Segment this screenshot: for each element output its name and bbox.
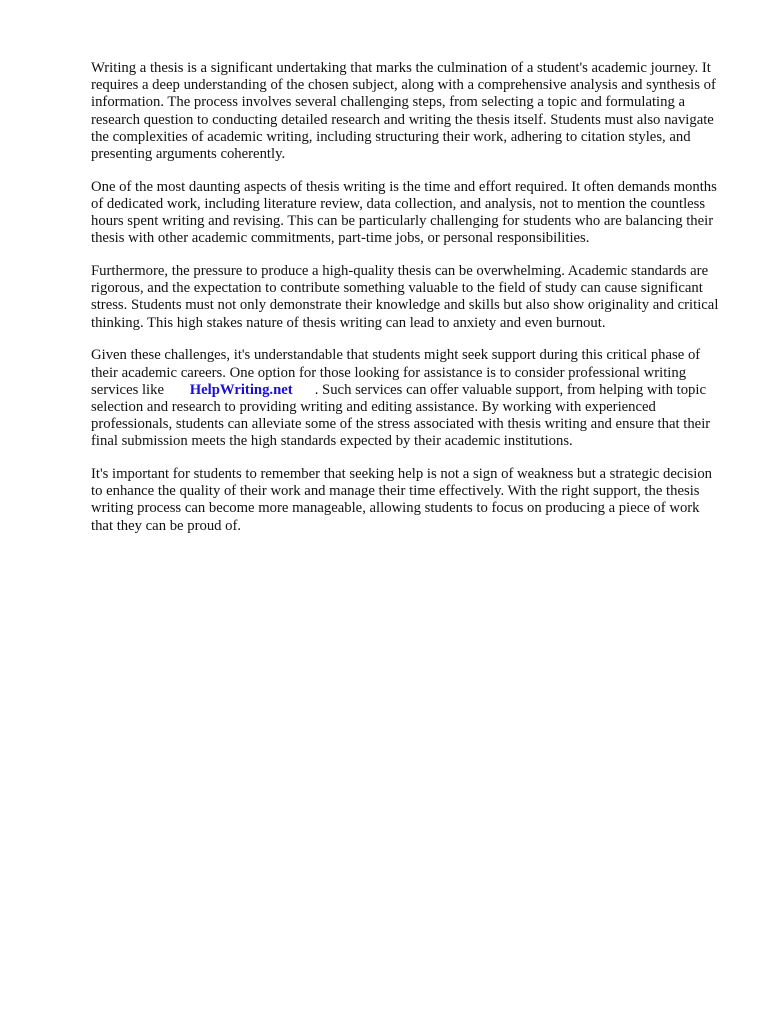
paragraph-4-text-after-link: . Such services can offer valuable support, from helping with topic selection and research to providing writing and editing assistance. By working with experienced professionals, students can alleviate some of the stress associated with thesis writing and ensure that their final submission meets the high standards expected by their academic institutions. [91, 381, 711, 450]
paragraph-1: Writing a thesis is a significant undertaking that marks the culmination of a student's academic journey. It requires a deep understanding of the chosen subject, along with a comprehensive analysis and synthesis of information. The process involves several challenging steps, from selecting a topic and formulating a research question to conducting detailed research and writing the thesis itself. Students must also navigate the complexities of academic writing, including structuring their work, adhering to citation styles, and presenting arguments coherently. [91, 60, 716, 163]
paragraph-2: One of the most daunting aspects of thesis writing is the time and effort required. It often demands months of dedicated work, including literature review, data collection, and analysis, not to mention the countless hours spent writing and revising. This can be particularly challenging for students who are balancing their thesis with other academic commitments, part-time jobs, or personal responsibilities. [91, 178, 717, 247]
helpwriting-link[interactable]: HelpWriting.net [189, 381, 293, 398]
document-body [91, 60, 725, 550]
paragraph-4 [91, 347, 725, 450]
paragraph-3: Furthermore, the pressure to produce a high-quality thesis can be overwhelming. Academic standards are rigorous, and the expectation to contribute something valuable to the field of study can cause significant stress. Students must not only demonstrate their knowledge and skills but also show originality and critical thinking. This high stakes nature of thesis writing can lead to anxiety and even burnout. [91, 263, 719, 331]
paragraph-5: It's important for students to remember that seeking help is not a sign of weakness but a strategic decision to enhance the quality of their work and manage their time effectively. With the right support, the thesis writing process can become more manageable, allowing students to focus on producing a piece of work that they can be proud of. [91, 466, 713, 534]
paragraph-4-text-before-link: Given these challenges, it's understandable that students might seek support during this critical phase of their academic careers. One option for those looking for assistance is to consider professional writing services like [91, 347, 701, 398]
